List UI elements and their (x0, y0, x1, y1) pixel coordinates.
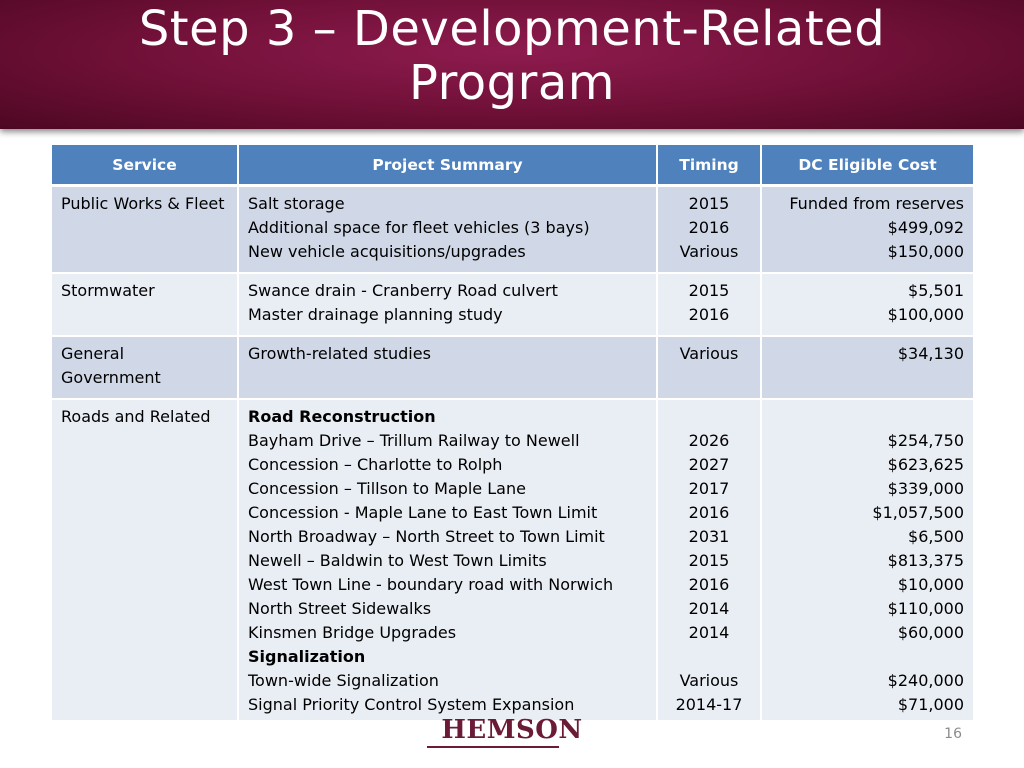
table-header-row (52, 145, 973, 186)
project-name: North Street Sidewalks (248, 599, 432, 618)
project-timing: 2015 (688, 551, 730, 570)
project-name: Salt storage (248, 194, 345, 213)
project-group-heading: Signalization (248, 647, 366, 666)
project-name: West Town Line - boundary road with Norwich (248, 575, 614, 594)
project-timing: Various (679, 242, 739, 261)
timing-cell (657, 336, 761, 399)
project-summary-cell (238, 273, 657, 336)
hemson-logo: HEMSON (441, 715, 583, 745)
service-name: General (61, 344, 125, 363)
project-name: New vehicle acquisitions/upgrades (248, 242, 526, 261)
project-cost: $5,501 (908, 281, 964, 300)
timing-cell (657, 273, 761, 336)
project-cost: $6,500 (908, 527, 964, 546)
project-timing: 2027 (688, 455, 730, 474)
project-name: Additional space for fleet vehicles (3 bays) (248, 218, 590, 237)
timing-cell (657, 399, 761, 721)
project-cost: $254,750 (887, 431, 964, 450)
table-row (52, 186, 973, 274)
project-cost: $623,625 (887, 455, 964, 474)
header-service: Service (52, 145, 238, 186)
project-name: Concession – Charlotte to Rolph (248, 455, 503, 474)
service-name: Government (61, 368, 161, 387)
service-name: Roads and Related (61, 407, 211, 426)
project-group-heading: Road Reconstruction (248, 407, 436, 426)
project-name: Bayham Drive – Trillum Railway to Newell (248, 431, 580, 450)
project-timing: 2015 (688, 281, 730, 300)
project-summary-cell (238, 336, 657, 399)
project-timing: 2014 (688, 623, 730, 642)
header-dc-eligible-cost: DC Eligible Cost (761, 145, 973, 186)
project-cost: $240,000 (887, 671, 964, 690)
project-name: Kinsmen Bridge Upgrades (248, 623, 457, 642)
project-name: Master drainage planning study (248, 305, 503, 324)
project-name: Town-wide Signalization (248, 671, 439, 690)
table-row (52, 273, 973, 336)
service-cell (52, 186, 238, 274)
project-timing: 2026 (688, 431, 730, 450)
service-cell (52, 336, 238, 399)
project-name: Signal Priority Control System Expansion (248, 695, 575, 714)
service-cell (52, 273, 238, 336)
header-project-summary: Project Summary (238, 145, 657, 186)
project-timing: 2016 (688, 305, 730, 324)
project-timing: Various (679, 344, 739, 363)
project-cost: $34,130 (897, 344, 964, 363)
table-body (52, 186, 973, 722)
cost-cell (761, 336, 973, 399)
project-timing (667, 645, 751, 669)
cost-cell (761, 186, 973, 274)
table-row (52, 399, 973, 721)
project-name: Concession – Tillson to Maple Lane (248, 479, 526, 498)
timing-cell (657, 186, 761, 274)
project-cost: $10,000 (897, 575, 964, 594)
project-name: Growth-related studies (248, 344, 431, 363)
project-cost: $150,000 (887, 242, 964, 261)
service-cell (52, 399, 238, 721)
project-name: Newell – Baldwin to West Town Limits (248, 551, 547, 570)
project-timing: 2016 (688, 503, 730, 522)
service-name: Public Works & Fleet (61, 194, 225, 213)
header-timing: Timing (657, 145, 761, 186)
cost-cell (761, 399, 973, 721)
project-cost: $339,000 (887, 479, 964, 498)
project-cost: $499,092 (887, 218, 964, 237)
project-timing: 2031 (688, 527, 730, 546)
slide-title (0, 2, 1024, 110)
cost-cell (761, 273, 973, 336)
table-row (52, 336, 973, 399)
project-timing: Various (679, 671, 739, 690)
project-cost: $60,000 (897, 623, 964, 642)
project-cost: $813,375 (887, 551, 964, 570)
project-cost: Funded from reserves (789, 194, 964, 213)
project-timing (667, 405, 751, 429)
project-cost (771, 405, 964, 429)
project-timing: 2014 (688, 599, 730, 618)
development-program-table (52, 145, 973, 722)
project-timing: 2016 (688, 218, 730, 237)
project-cost: $100,000 (887, 305, 964, 324)
project-name: Concession - Maple Lane to East Town Limit (248, 503, 598, 522)
title-bar (0, 0, 1024, 129)
project-timing: 2015 (688, 194, 730, 213)
project-timing: 2017 (688, 479, 730, 498)
project-name: Swance drain - Cranberry Road culvert (248, 281, 558, 300)
project-name: North Broadway – North Street to Town Limit (248, 527, 605, 546)
project-cost (771, 645, 964, 669)
service-name: Stormwater (61, 281, 155, 300)
logo-underline (427, 746, 559, 748)
project-cost: $71,000 (897, 695, 964, 714)
page-number: 16 (944, 726, 962, 742)
slide-title-line-2: Program (408, 55, 616, 111)
project-timing: 2014-17 (675, 695, 743, 714)
project-cost: $110,000 (887, 599, 964, 618)
project-cost: $1,057,500 (872, 503, 964, 522)
project-summary-cell (238, 186, 657, 274)
project-summary-cell (238, 399, 657, 721)
project-timing: 2016 (688, 575, 730, 594)
slide-title-line-1: Step 3 – Development-Related (138, 1, 886, 57)
